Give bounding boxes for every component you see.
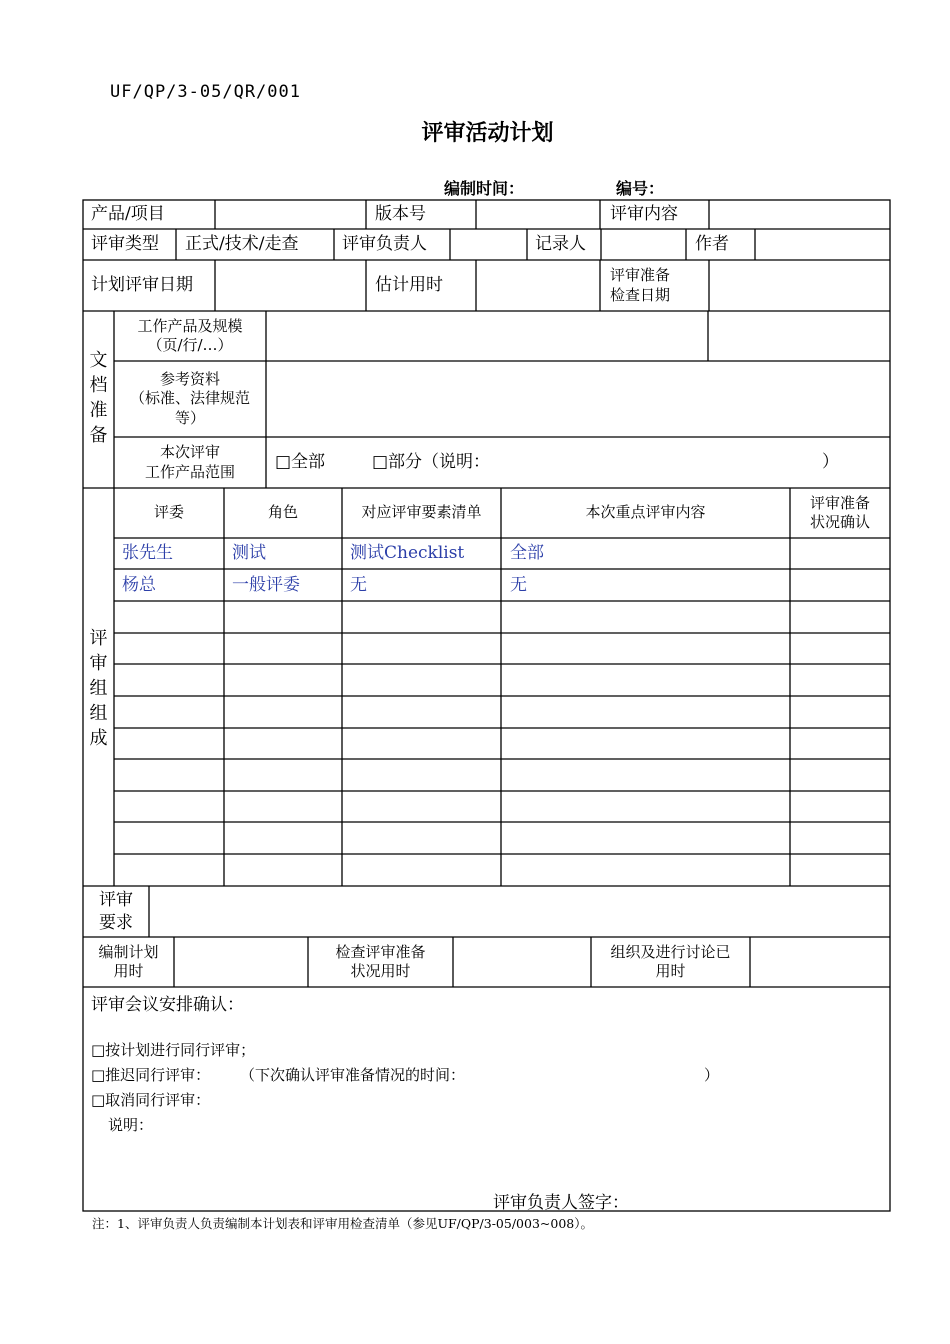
compile-time-used-input[interactable] — [175, 938, 307, 986]
scope-part-checkbox[interactable]: □部分（说明： — [372, 452, 491, 473]
prep-check-date-label: 评审准备 检查日期 — [610, 266, 671, 304]
recorder-label: 记录人 — [535, 234, 586, 255]
requirements-input[interactable] — [150, 887, 889, 936]
review-lead-input[interactable] — [451, 230, 526, 259]
discuss-time-used-label: 组织及进行讨论已 用时 — [610, 942, 731, 980]
reviewer-name: 杨总 — [122, 574, 156, 595]
reviewer-checklist: 无 — [350, 574, 367, 595]
estimate-label: 估计用时 — [375, 275, 443, 296]
reviewer-role: 一般评委 — [232, 574, 300, 595]
author-label: 作者 — [695, 234, 729, 255]
number-label: 编号： — [616, 179, 665, 198]
requirements-label: 评审 要求 — [99, 890, 133, 933]
review-type-value: 正式/技术/走查 — [185, 234, 299, 255]
option-postpone[interactable]: □推迟同行评审： — [91, 1066, 211, 1084]
reviewer-focus: 全部 — [510, 543, 544, 564]
review-type-label: 评审类型 — [91, 234, 159, 255]
product-input[interactable] — [216, 201, 365, 228]
col-focus: 本次重点评审内容 — [585, 503, 706, 522]
compile-time-used-label: 编制计划 用时 — [98, 942, 159, 980]
check-time-used-label: 检查评审准备 状况用时 — [335, 942, 426, 980]
explain-label: 说明： — [108, 1116, 154, 1134]
document-number: UF/QP/3-05/QR/001 — [110, 82, 301, 102]
page-title: 评审活动计划 — [421, 121, 554, 146]
check-time-used-input[interactable] — [454, 938, 590, 986]
doc-prep-side-label: 文 档 准 备 — [89, 350, 108, 446]
compile-time-label: 编制时间： — [444, 179, 525, 198]
recorder-input[interactable] — [602, 230, 685, 259]
work-product-label: 工作产品及规模 （页/行/…） — [137, 316, 243, 354]
review-lead-label: 评审负责人 — [342, 234, 427, 255]
reviewer-focus: 无 — [510, 574, 527, 595]
discuss-time-used-input[interactable] — [751, 938, 889, 986]
reviewer-name: 张先生 — [122, 543, 173, 564]
team-side-label: 评 审 组 组 成 — [89, 627, 108, 749]
option-cancel[interactable]: □取消同行评审： — [91, 1091, 211, 1109]
review-content-input[interactable] — [710, 201, 889, 228]
product-label: 产品/项目 — [91, 204, 165, 225]
reference-input[interactable] — [267, 362, 889, 436]
prep-check-date-input[interactable] — [710, 261, 889, 310]
reference-label: 参考资料 （标准、法律规范 等） — [129, 369, 250, 427]
option-as-planned[interactable]: □按计划进行同行评审； — [91, 1041, 256, 1059]
author-input[interactable] — [756, 230, 889, 259]
reviewer-role: 测试 — [232, 543, 266, 564]
estimate-input[interactable] — [477, 261, 599, 310]
postpone-close-paren: ） — [704, 1066, 720, 1084]
col-role: 角色 — [267, 503, 298, 522]
work-product-input[interactable] — [267, 312, 707, 360]
col-checklist: 对应评审要素清单 — [361, 503, 482, 522]
scope-label: 本次评审 工作产品范围 — [144, 443, 235, 481]
col-prep-confirm: 评审准备 状况确认 — [809, 493, 870, 531]
plan-date-label: 计划评审日期 — [91, 275, 193, 296]
footnote: 注：1、评审负责人负责编制本计划表和评审用检查清单（参见UF/QP/3-05/003~008）。 — [92, 1216, 593, 1231]
version-label: 版本号 — [375, 204, 426, 225]
review-content-label: 评审内容 — [610, 204, 678, 225]
scope-close-paren: ） — [822, 452, 839, 473]
arrangement-heading: 评审会议安排确认： — [91, 995, 244, 1015]
postpone-note: （下次确认评审准备情况的时间： — [240, 1066, 466, 1084]
col-reviewer: 评委 — [153, 503, 184, 522]
plan-date-input[interactable] — [216, 261, 365, 310]
version-input[interactable] — [477, 201, 599, 228]
signature-label: 评审负责人签字： — [493, 1193, 629, 1213]
scope-all-checkbox[interactable]: □全部 — [275, 452, 326, 473]
reviewer-checklist: 测试Checklist — [350, 543, 465, 564]
